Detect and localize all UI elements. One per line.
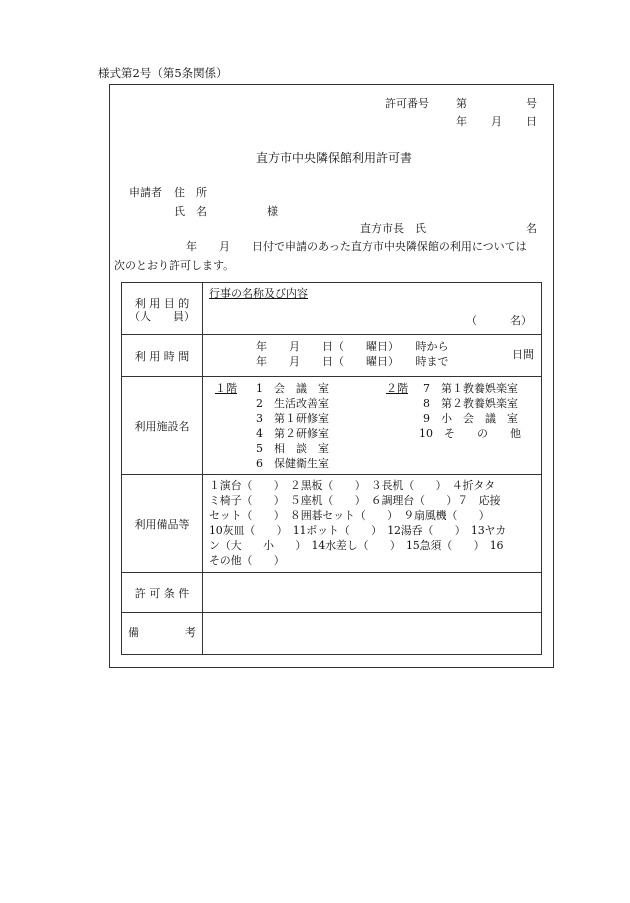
remarks-label-cell	[122, 613, 203, 655]
facility-4[interactable]: 4 第２研修室	[256, 427, 329, 440]
remarks-label-1: 備	[128, 626, 139, 639]
facility-3[interactable]: 3 第１研修室	[256, 412, 329, 425]
sama-label: 様	[267, 205, 278, 218]
applicant-label: 申請者	[129, 186, 162, 199]
equipment-line-5: ン（大 小 ） 14水差し（ ） 15急須（ ） 16	[209, 539, 504, 552]
equipment-line-1: １演台（ ） ２黒板（ ） ３長机（ ） ４折タタ	[209, 479, 495, 492]
facility-label-cell	[122, 377, 203, 475]
month-label: 月	[491, 115, 502, 128]
address-label: 住 所	[174, 186, 207, 199]
purpose-label: 利 用 目 的	[134, 297, 190, 310]
equipment-value-cell[interactable]	[203, 475, 542, 573]
time-label-cell	[122, 335, 203, 377]
name-label: 氏 名	[174, 205, 207, 218]
equipment-label: 利用備品等	[134, 517, 190, 531]
equipment-line-2: ミ椅子（ ） ５座机（ ） ６調理台（ ）７ 応接	[209, 494, 501, 507]
time-value-cell[interactable]	[203, 335, 542, 377]
equipment-label-cell	[122, 475, 203, 573]
equipment-row	[122, 475, 542, 573]
time-row	[122, 335, 542, 377]
conditions-label-cell	[122, 573, 203, 613]
document-title: 直方市中央隣保館利用許可書	[256, 151, 413, 165]
remarks-label-2: 考	[185, 626, 196, 639]
purpose-heading: 行事の名称及び内容	[209, 287, 308, 300]
purpose-row	[122, 283, 542, 335]
facility-9[interactable]: 9 小 会 議 室	[423, 412, 518, 425]
floor-1-label: １階	[215, 382, 237, 395]
conditions-row	[122, 573, 542, 613]
equipment-line-6: その他（ ）	[209, 554, 285, 567]
purpose-value-cell[interactable]	[203, 283, 542, 335]
go-label: 号	[526, 97, 537, 110]
time-days: 日間	[512, 348, 534, 361]
conditions-label: 許 可 条 件	[134, 586, 190, 600]
remarks-row	[122, 613, 542, 655]
dai-label: 第	[456, 97, 467, 110]
facility-row	[122, 377, 542, 475]
facility-5[interactable]: 5 相 談 室	[256, 442, 329, 455]
time-line-1: 年 月 日（ 曜日） 時から	[256, 340, 449, 353]
floor-2-label: ２階	[386, 382, 408, 395]
facility-10[interactable]: 10 そ の 他	[419, 427, 521, 440]
usage-table	[121, 282, 542, 655]
mayor-label: 直方市長 氏	[360, 222, 426, 235]
facility-6[interactable]: 6 保健衛生室	[256, 457, 329, 470]
day-label: 日	[526, 115, 537, 128]
equipment-line-4: 10灰皿（ ） 11ポット（ ） 12湯呑（ ） 13ヤカ	[209, 524, 507, 537]
purpose-label-cell	[122, 283, 203, 335]
purpose-count: （ 名）	[466, 314, 532, 327]
permit-number-label: 許可番号	[385, 97, 429, 110]
mei-label: 名	[526, 222, 537, 235]
body-line-1: 年 月 日付で申請のあった直方市中央隣保館の利用については	[186, 240, 527, 253]
facility-7[interactable]: 7 第１教養娯楽室	[423, 382, 518, 395]
facility-value-cell[interactable]	[203, 377, 542, 475]
facility-1[interactable]: 1 会 議 室	[256, 382, 329, 395]
conditions-value-cell[interactable]	[203, 573, 542, 613]
time-line-2: 年 月 日（ 曜日） 時まで	[256, 355, 449, 368]
year-label: 年	[456, 115, 467, 128]
body-line-2: 次のとおり許可します。	[114, 259, 235, 272]
facility-2[interactable]: 2 生活改善室	[256, 397, 329, 410]
form-number: 様式第2号（第5条関係）	[98, 66, 228, 80]
facility-label: 利用施設名	[134, 419, 190, 433]
headcount-label: （人 員）	[129, 310, 195, 323]
remarks-value-cell[interactable]	[203, 613, 542, 655]
time-label: 利 用 時 間	[134, 349, 190, 363]
facility-8[interactable]: 8 第２教養娯楽室	[423, 397, 518, 410]
equipment-line-3: セット（ ） ８囲碁セット（ ） ９扇風機（ ）	[209, 509, 490, 522]
